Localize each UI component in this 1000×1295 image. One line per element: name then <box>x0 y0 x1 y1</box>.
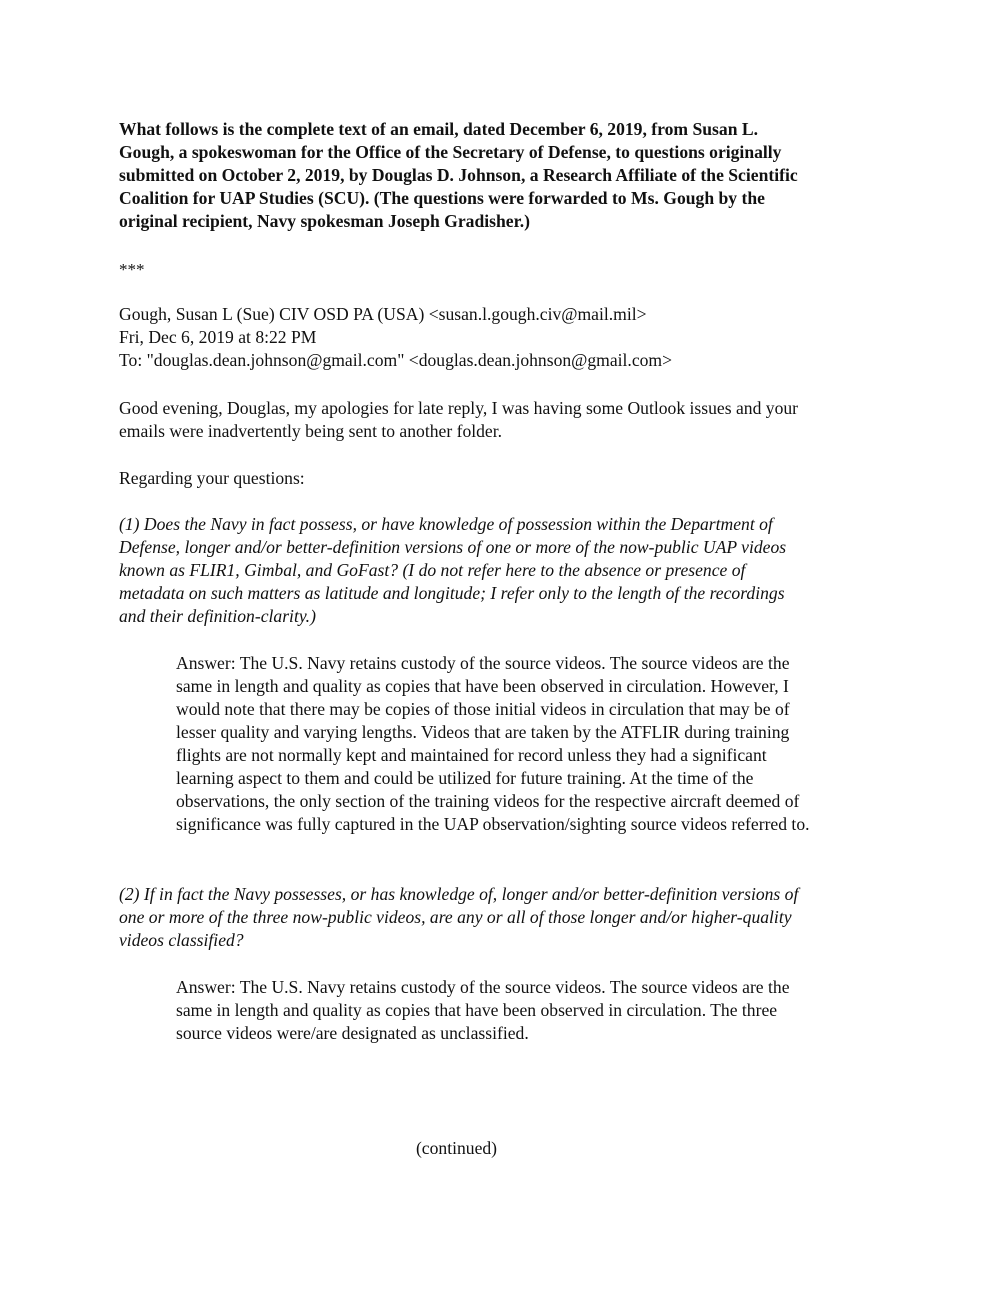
question-line: metadata on such matters as latitude and longitude; I refer only to the length of the recordings <box>119 583 785 603</box>
intro-line: Gough, a spokeswoman for the Office of the Secretary of Defense, to questions originally <box>119 142 782 162</box>
email-date: Fri, Dec 6, 2019 at 8:22 PM <box>119 327 317 347</box>
section-separator: *** <box>119 260 145 279</box>
intro-paragraph <box>119 118 889 233</box>
answer-line: same in length and quality as copies that have been observed in circulation. However, I <box>176 676 789 696</box>
answer-line: learning aspect to them and could be utilized for future training. At the time of the <box>176 768 754 788</box>
question-1 <box>119 513 889 628</box>
answer-line: significance was fully captured in the UAP observation/sighting source videos referred to. <box>176 814 810 834</box>
answer-line: observations, the only section of the training videos for the respective aircraft deemed of <box>176 791 800 811</box>
intro-line: submitted on October 2, 2019, by Douglas D. Johnson, a Research Affiliate of the Scientific <box>119 165 798 185</box>
email-to: To: "douglas.dean.johnson@gmail.com" <douglas.dean.johnson@gmail.com> <box>119 350 673 370</box>
question-line: one or more of the three now-public videos, are any or all of those longer and/or higher-quality <box>119 907 792 927</box>
question-line: videos classified? <box>119 930 244 950</box>
greeting-line: Good evening, Douglas, my apologies for late reply, I was having some Outlook issues and your <box>119 398 799 418</box>
regarding-line: Regarding your questions: <box>119 468 305 488</box>
intro-line: original recipient, Navy spokesman Joseph Gradisher.) <box>119 211 531 231</box>
intro-line: Coalition for UAP Studies (SCU). (The questions were forwarded to Ms. Gough by the <box>119 188 765 208</box>
question-line: Defense, longer and/or better-definition versions of one or more of the now-public UAP videos <box>119 537 787 557</box>
email-header <box>119 303 889 372</box>
question-line: (1) Does the Navy in fact possess, or have knowledge of possession within the Department of <box>119 514 773 534</box>
continued-marker: (continued) <box>415 1138 498 1158</box>
answer-line: flights are not normally kept and maintained for record unless they had a significant <box>176 745 767 765</box>
intro-line: What follows is the complete text of an email, dated December 6, 2019, from Susan L. <box>119 119 759 139</box>
answer-2 <box>176 976 896 1045</box>
answer-line: Answer: The U.S. Navy retains custody of the source videos. The source videos are the <box>176 977 790 997</box>
question-line: and their definition-clarity.) <box>119 606 316 626</box>
question-line: (2) If in fact the Navy possesses, or has knowledge of, longer and/or better-definition versions of <box>119 884 799 904</box>
greeting-paragraph <box>119 397 889 443</box>
answer-line: same in length and quality as copies that have been observed in circulation. The three <box>176 1000 778 1020</box>
answer-line: source videos were/are designated as unclassified. <box>176 1023 529 1043</box>
email-from: Gough, Susan L (Sue) CIV OSD PA (USA) <susan.l.gough.civ@mail.mil> <box>119 304 647 324</box>
answer-line: lesser quality and varying lengths. Videos that are taken by the ATFLIR during training <box>176 722 790 742</box>
answer-line: Answer: The U.S. Navy retains custody of the source videos. The source videos are the <box>176 653 790 673</box>
question-2 <box>119 883 889 952</box>
answer-1 <box>176 652 896 836</box>
greeting-line: emails were inadvertently being sent to another folder. <box>119 421 503 441</box>
question-line: known as FLIR1, Gimbal, and GoFast? (I do not refer here to the absence or presence of <box>119 560 746 580</box>
answer-line: would note that there may be copies of those initial videos in circulation that may be of <box>176 699 790 719</box>
